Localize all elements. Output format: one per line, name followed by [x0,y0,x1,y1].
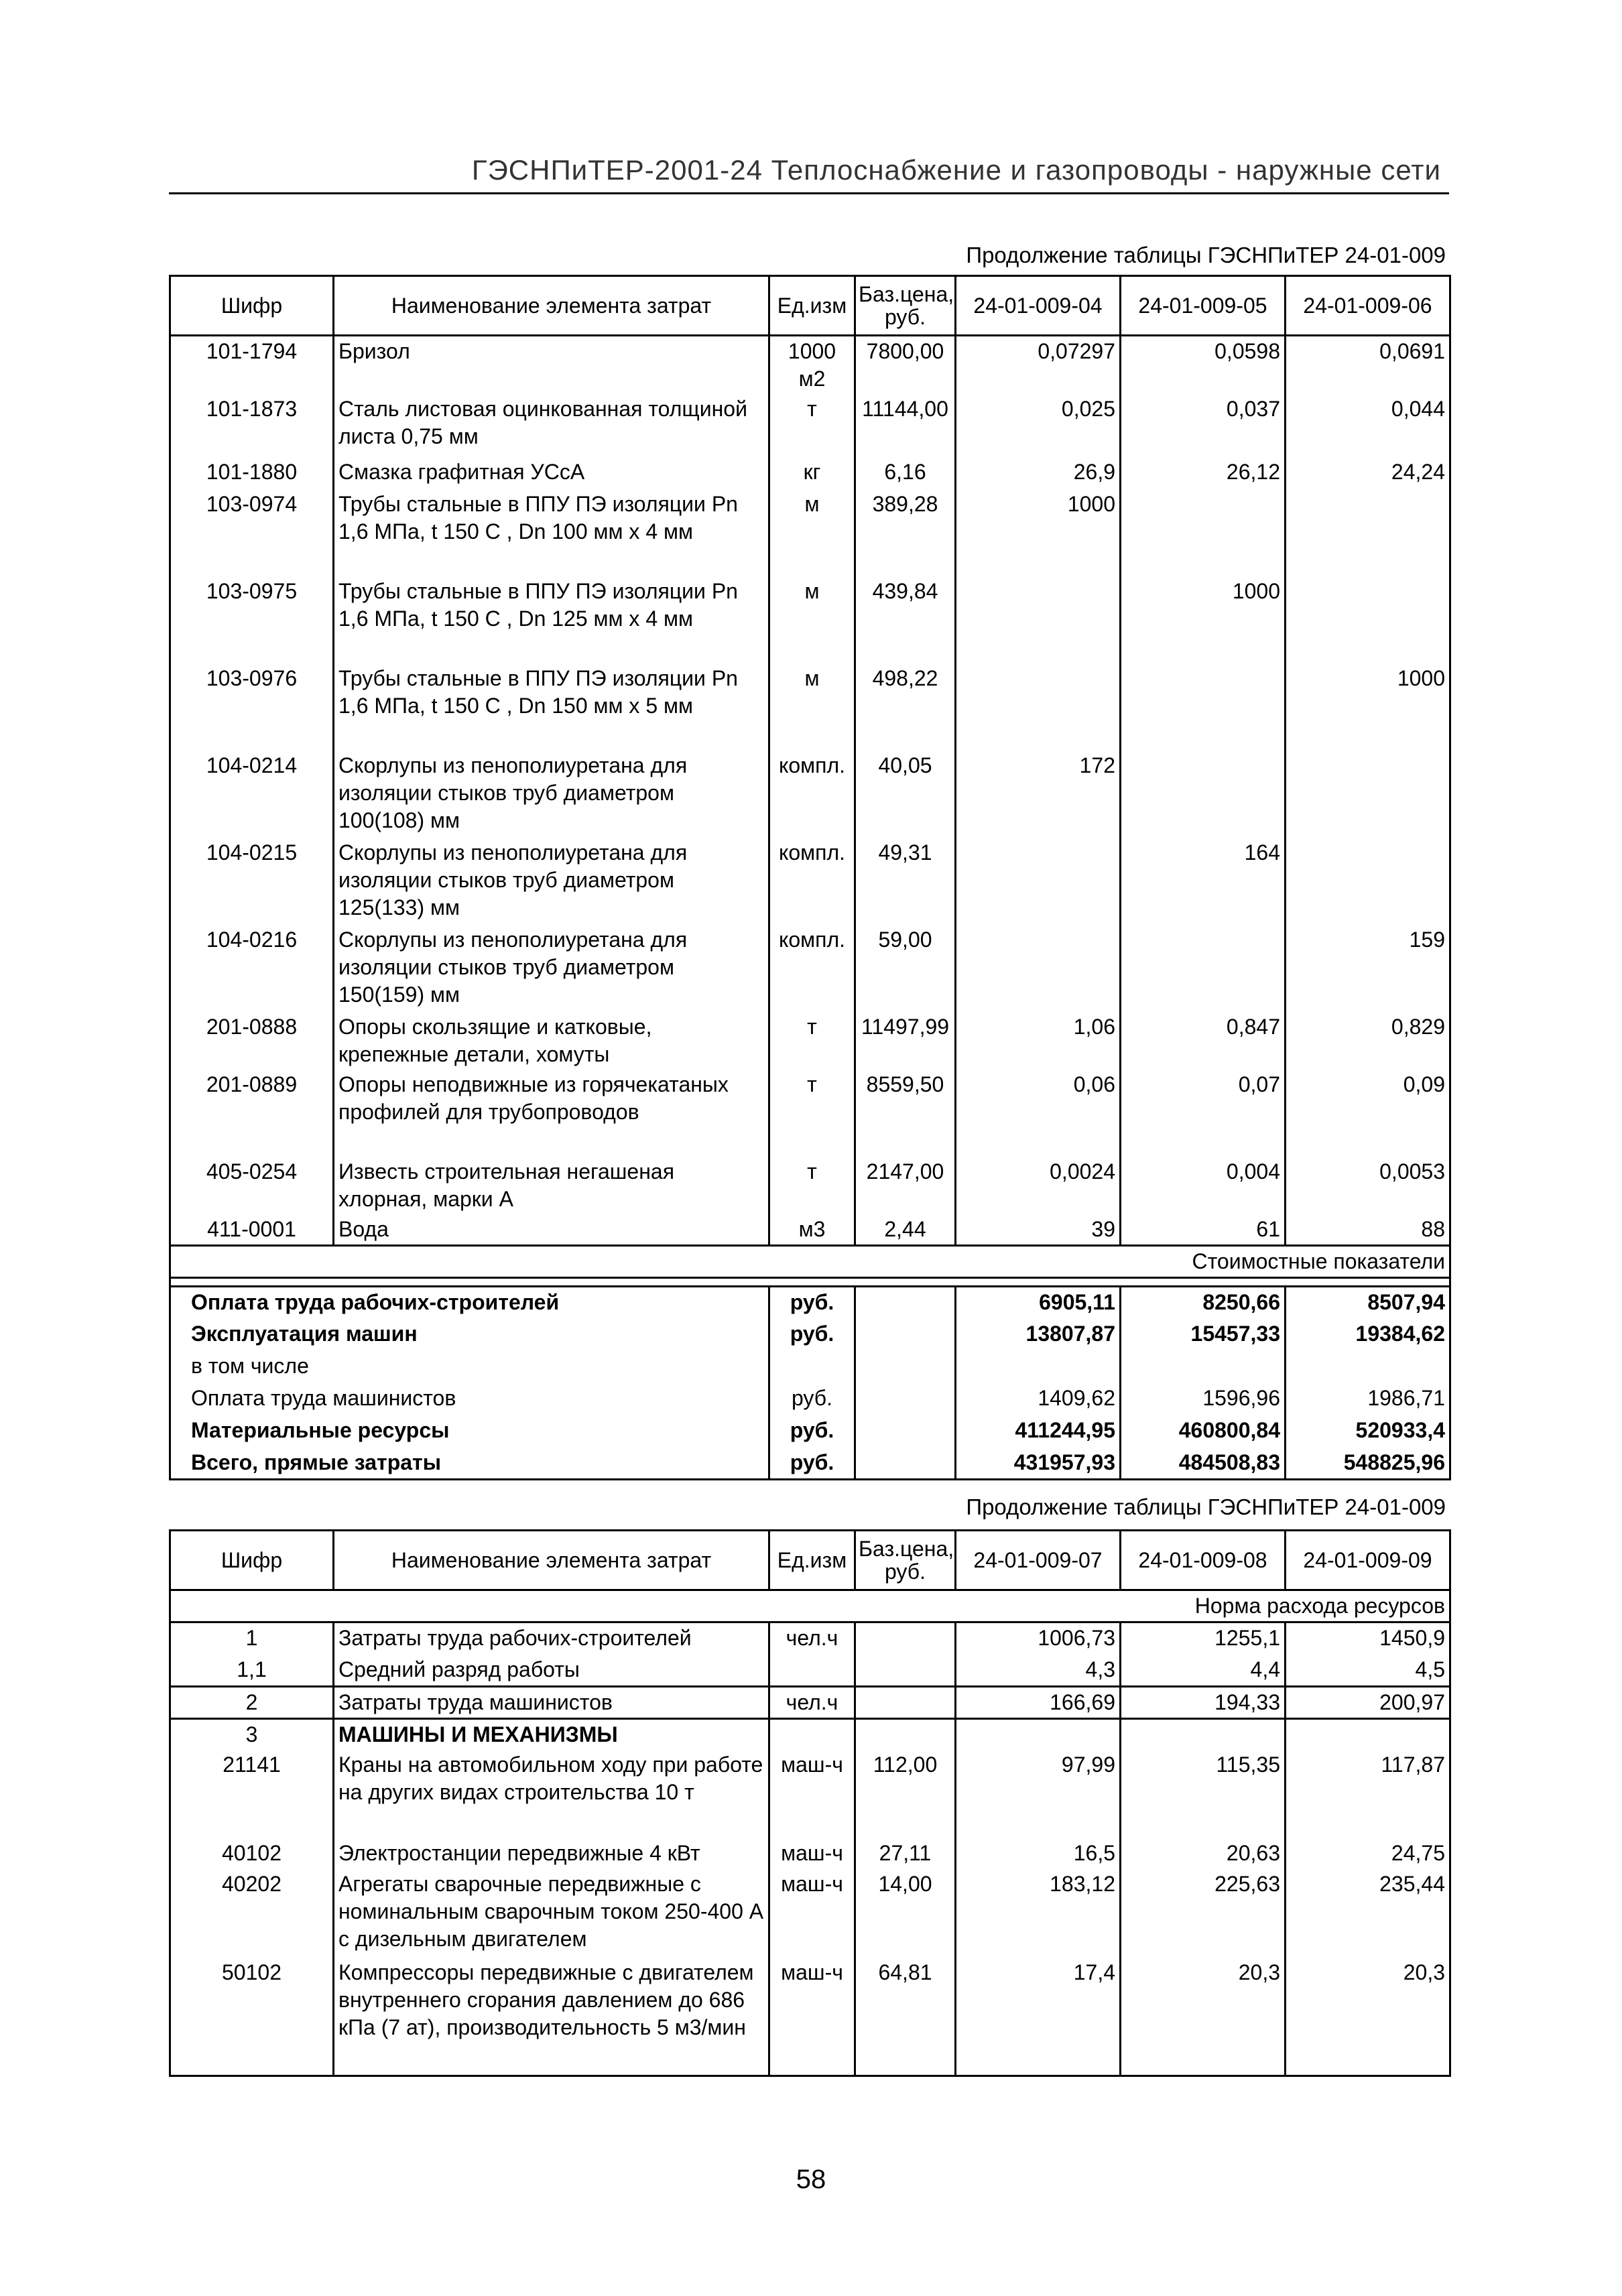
summary-unit: руб. [769,1287,855,1319]
document-header-title: ГЭСНПиТЕР-2001-24 Теплоснабжение и газопроводы - наружные сети [471,154,1441,186]
row-unit: т [769,1070,855,1157]
summary-value-2: 460800,84 [1121,1415,1286,1448]
row-value-3: 0,829 [1286,1012,1450,1070]
row-value-1: 0,06 [956,1070,1121,1157]
summary-unit [769,1351,855,1383]
summary-value-2: 8250,66 [1121,1287,1286,1319]
row-name: Электростанции передвижные 4 кВт [334,1838,769,1869]
row-value-3 [1286,838,1450,925]
row-value-2: 1255,1 [1121,1622,1286,1655]
page-number: 58 [796,2165,826,2194]
column-header-name: Наименование элемента затрат [334,1531,769,1590]
resource-table-2 [169,1529,1451,2077]
row-price: 14,00 [855,1869,956,1958]
table-row [170,1838,1450,1869]
row-unit: маш-ч [769,1958,855,2076]
row-price: 6,16 [855,457,956,489]
row-value-2: 0,847 [1121,1012,1286,1070]
summary-unit: руб. [769,1383,855,1415]
row-value-1: 1000 [956,489,1121,576]
row-code: 101-1794 [170,336,334,395]
row-value-1: 4,3 [956,1655,1121,1687]
row-value-1: 1,06 [956,1012,1121,1070]
summary-label: Оплата труда машинистов [170,1383,769,1415]
row-value-1: 166,69 [956,1687,1121,1719]
summary-value-3: 8507,94 [1286,1287,1450,1319]
row-name: Трубы стальные в ППУ ПЭ изоляции Рn 1,6 МПа, t 150 С , Dn 100 мм х 4 мм [334,489,769,576]
header-divider [169,192,1449,194]
row-value-2: 20,3 [1121,1958,1286,2076]
summary-value-1 [956,1351,1121,1383]
row-price: 439,84 [855,576,956,663]
row-code: 21141 [170,1750,334,1838]
column-header-price: Баз.цена, руб. [855,276,956,336]
summary-unit: руб. [769,1448,855,1480]
row-value-3: 159 [1286,925,1450,1012]
summary-value-1: 431957,93 [956,1448,1121,1480]
summary-value-1: 13807,87 [956,1319,1121,1351]
row-value-2 [1121,925,1286,1012]
row-value-1 [956,925,1121,1012]
column-header-norm-3: 24-01-009-09 [1286,1531,1450,1590]
row-price: 498,22 [855,663,956,751]
section-banner-row [170,1590,1450,1622]
summary-price [855,1319,956,1351]
row-name: Вода [334,1214,769,1246]
row-value-2: 61 [1121,1214,1286,1246]
summary-value-3 [1286,1351,1450,1383]
row-code: 101-1873 [170,394,334,457]
row-value-3: 4,5 [1286,1655,1450,1687]
table1-caption: Продолжение таблицы ГЭСНПиТЕР 24-01-009 [966,243,1446,267]
row-code: 50102 [170,1958,334,2076]
row-code: 40202 [170,1869,334,1958]
row-value-2 [1121,1719,1286,1750]
row-code: 40102 [170,1838,334,1869]
row-unit: 1000 м2 [769,336,855,395]
row-name: Трубы стальные в ППУ ПЭ изоляции Рn 1,6 МПа, t 150 С , Dn 150 мм х 5 мм [334,663,769,751]
section-banner-norm: Норма расхода ресурсов [170,1590,1450,1622]
table-row [170,1070,1450,1157]
row-value-3 [1286,576,1450,663]
row-value-2: 0,004 [1121,1157,1286,1214]
summary-price [855,1415,956,1448]
table-row [170,336,1450,395]
row-value-3: 0,0691 [1286,336,1450,395]
row-value-3: 1450,9 [1286,1622,1450,1655]
row-value-3 [1286,751,1450,838]
row-code: 201-0888 [170,1012,334,1070]
summary-label: Оплата труда рабочих-строителей [170,1287,769,1319]
summary-value-2: 484508,83 [1121,1448,1286,1480]
row-name: Опоры неподвижные из горячекатаных профилей для трубопроводов [334,1070,769,1157]
table-row [170,1719,1450,1750]
row-value-2 [1121,751,1286,838]
summary-price [855,1287,956,1319]
summary-label: Эксплуатация машин [170,1319,769,1351]
row-value-3: 0,0053 [1286,1157,1450,1214]
row-code: 101-1880 [170,457,334,489]
summary-row [170,1287,1450,1319]
row-value-2: 20,63 [1121,1838,1286,1869]
column-header-norm-1: 24-01-009-07 [956,1531,1121,1590]
table-row [170,489,1450,576]
row-unit: кг [769,457,855,489]
row-value-1: 1006,73 [956,1622,1121,1655]
row-code: 1 [170,1622,334,1655]
row-price: 27,11 [855,1838,956,1869]
row-name: Бризол [334,336,769,395]
table-row [170,1687,1450,1719]
row-price: 11144,00 [855,394,956,457]
row-name: Затраты труда рабочих-строителей [334,1622,769,1655]
column-header-unit: Ед.изм [769,276,855,336]
row-price [855,1687,956,1719]
table-row [170,457,1450,489]
row-name: Известь строительная негашеная хлорная, марки А [334,1157,769,1214]
row-unit: т [769,1157,855,1214]
row-value-2: 1000 [1121,576,1286,663]
row-value-1: 26,9 [956,457,1121,489]
row-value-1 [956,576,1121,663]
row-unit: м [769,489,855,576]
row-value-2: 0,07 [1121,1070,1286,1157]
row-value-1: 0,07297 [956,336,1121,395]
row-unit: маш-ч [769,1838,855,1869]
column-header-price: Баз.цена, руб. [855,1531,956,1590]
row-unit: т [769,1012,855,1070]
row-value-2: 115,35 [1121,1750,1286,1838]
row-code: 103-0975 [170,576,334,663]
row-value-2: 0,037 [1121,394,1286,457]
summary-value-1: 6905,11 [956,1287,1121,1319]
row-unit: маш-ч [769,1869,855,1958]
row-code: 2 [170,1687,334,1719]
row-name: Краны на автомобильном ходу при работе на других видах строительства 10 т [334,1750,769,1838]
row-code: 104-0215 [170,838,334,925]
summary-label: в том числе [170,1351,769,1383]
table-row [170,1012,1450,1070]
summary-row [170,1351,1450,1383]
row-price: 59,00 [855,925,956,1012]
row-value-1: 172 [956,751,1121,838]
row-name: Агрегаты сварочные передвижные с номинальным сварочным током 250-400 А с дизельным двигателем [334,1869,769,1958]
row-price: 64,81 [855,1958,956,2076]
column-header-norm-1: 24-01-009-04 [956,276,1121,336]
summary-value-3: 520933,4 [1286,1415,1450,1448]
row-price: 2147,00 [855,1157,956,1214]
row-value-3: 20,3 [1286,1958,1450,2076]
row-value-1 [956,663,1121,751]
row-value-2: 4,4 [1121,1655,1286,1687]
row-unit: маш-ч [769,1750,855,1838]
table-row [170,1622,1450,1655]
section-banner-cost: Стоимостные показатели [170,1246,1450,1278]
row-unit [769,1655,855,1687]
row-value-2 [1121,489,1286,576]
table-row [170,1655,1450,1687]
summary-value-1: 411244,95 [956,1415,1121,1448]
row-value-1: 17,4 [956,1958,1121,2076]
row-value-2: 225,63 [1121,1869,1286,1958]
row-price: 389,28 [855,489,956,576]
summary-row [170,1448,1450,1480]
row-name: Трубы стальные в ППУ ПЭ изоляции Рn 1,6 МПа, t 150 С , Dn 125 мм х 4 мм [334,576,769,663]
summary-price [855,1351,956,1383]
row-name: МАШИНЫ И МЕХАНИЗМЫ [334,1719,769,1750]
row-unit [769,1719,855,1750]
column-header-name: Наименование элемента затрат [334,276,769,336]
table-row [170,1869,1450,1958]
table2-header-row [170,1531,1450,1590]
row-code: 1,1 [170,1655,334,1687]
row-value-1: 97,99 [956,1750,1121,1838]
summary-value-2: 1596,96 [1121,1383,1286,1415]
column-header-unit: Ед.изм [769,1531,855,1590]
summary-value-3: 19384,62 [1286,1319,1450,1351]
row-code: 104-0216 [170,925,334,1012]
table-row [170,394,1450,457]
row-price [855,1719,956,1750]
section-banner-row [170,1246,1450,1278]
table1-header-row [170,276,1450,336]
table-row [170,1157,1450,1214]
row-price: 40,05 [855,751,956,838]
row-price [855,1655,956,1687]
row-value-1: 39 [956,1214,1121,1246]
row-name: Затраты труда машинистов [334,1687,769,1719]
column-header-norm-3: 24-01-009-06 [1286,276,1450,336]
row-name: Опоры скользящие и катковые, крепежные детали, хомуты [334,1012,769,1070]
row-value-2: 194,33 [1121,1687,1286,1719]
summary-value-1: 1409,62 [956,1383,1121,1415]
row-name: Скорлупы из пенополиуретана для изоляции стыков труб диаметром 150(159) мм [334,925,769,1012]
table-row [170,751,1450,838]
row-code: 201-0889 [170,1070,334,1157]
row-value-3: 24,24 [1286,457,1450,489]
row-value-2 [1121,663,1286,751]
row-unit: компл. [769,838,855,925]
column-header-norm-2: 24-01-009-08 [1121,1531,1286,1590]
row-code: 104-0214 [170,751,334,838]
row-unit: компл. [769,925,855,1012]
table2-caption: Продолжение таблицы ГЭСНПиТЕР 24-01-009 [966,1494,1446,1519]
row-value-3: 24,75 [1286,1838,1450,1869]
column-header-code: Шифр [170,276,334,336]
summary-price [855,1448,956,1480]
row-value-3: 117,87 [1286,1750,1450,1838]
row-value-1: 16,5 [956,1838,1121,1869]
row-name: Средний разряд работы [334,1655,769,1687]
row-code: 103-0976 [170,663,334,751]
row-value-3 [1286,1719,1450,1750]
summary-row [170,1383,1450,1415]
row-name: Сталь листовая оцинкованная толщиной листа 0,75 мм [334,394,769,457]
row-price: 8559,50 [855,1070,956,1157]
column-header-norm-2: 24-01-009-05 [1121,276,1286,336]
resource-table-1 [169,275,1451,1480]
row-price: 49,31 [855,838,956,925]
row-name: Скорлупы из пенополиуретана для изоляции стыков труб диаметром 125(133) мм [334,838,769,925]
row-unit: т [769,394,855,457]
table-row [170,838,1450,925]
row-value-3: 88 [1286,1214,1450,1246]
row-value-1: 0,025 [956,394,1121,457]
row-unit: м [769,576,855,663]
row-value-3 [1286,489,1450,576]
row-value-2: 0,0598 [1121,336,1286,395]
summary-value-3: 548825,96 [1286,1448,1450,1480]
row-code: 411-0001 [170,1214,334,1246]
row-value-3: 0,044 [1286,394,1450,457]
row-price: 11497,99 [855,1012,956,1070]
summary-row [170,1415,1450,1448]
table-row [170,1750,1450,1838]
row-price: 7800,00 [855,336,956,395]
row-unit: компл. [769,751,855,838]
summary-price [855,1383,956,1415]
summary-unit: руб. [769,1319,855,1351]
table-row [170,1958,1450,2076]
summary-value-2 [1121,1351,1286,1383]
row-value-2: 164 [1121,838,1286,925]
row-code: 405-0254 [170,1157,334,1214]
column-header-code: Шифр [170,1531,334,1590]
row-value-1: 0,0024 [956,1157,1121,1214]
row-code: 3 [170,1719,334,1750]
row-value-3: 0,09 [1286,1070,1450,1157]
row-name: Компрессоры передвижные с двигателем внутреннего сгорания давлением до 686 кПа (7 ат), производительность 5 м3/мин [334,1958,769,2076]
table-row [170,1214,1450,1246]
row-unit: чел.ч [769,1622,855,1655]
row-name: Смазка графитная УСсА [334,457,769,489]
row-value-1 [956,1719,1121,1750]
row-price: 2,44 [855,1214,956,1246]
row-price [855,1622,956,1655]
row-value-3: 200,97 [1286,1687,1450,1719]
table-row [170,576,1450,663]
summary-label: Материальные ресурсы [170,1415,769,1448]
summary-value-3: 1986,71 [1286,1383,1450,1415]
row-value-1 [956,838,1121,925]
row-name: Скорлупы из пенополиуретана для изоляции стыков труб диаметром 100(108) мм [334,751,769,838]
row-value-3: 235,44 [1286,1869,1450,1958]
row-value-2: 26,12 [1121,457,1286,489]
row-price: 112,00 [855,1750,956,1838]
table-row [170,925,1450,1012]
row-unit: м [769,663,855,751]
summary-row [170,1319,1450,1351]
row-code: 103-0974 [170,489,334,576]
row-unit: чел.ч [769,1687,855,1719]
spacer-cell [170,1278,1450,1287]
row-value-3: 1000 [1286,663,1450,751]
row-unit: м3 [769,1214,855,1246]
summary-value-2: 15457,33 [1121,1319,1286,1351]
table-row [170,663,1450,751]
row-value-1: 183,12 [956,1869,1121,1958]
summary-unit: руб. [769,1415,855,1448]
summary-label: Всего, прямые затраты [170,1448,769,1480]
section-spacer-row [170,1278,1450,1287]
